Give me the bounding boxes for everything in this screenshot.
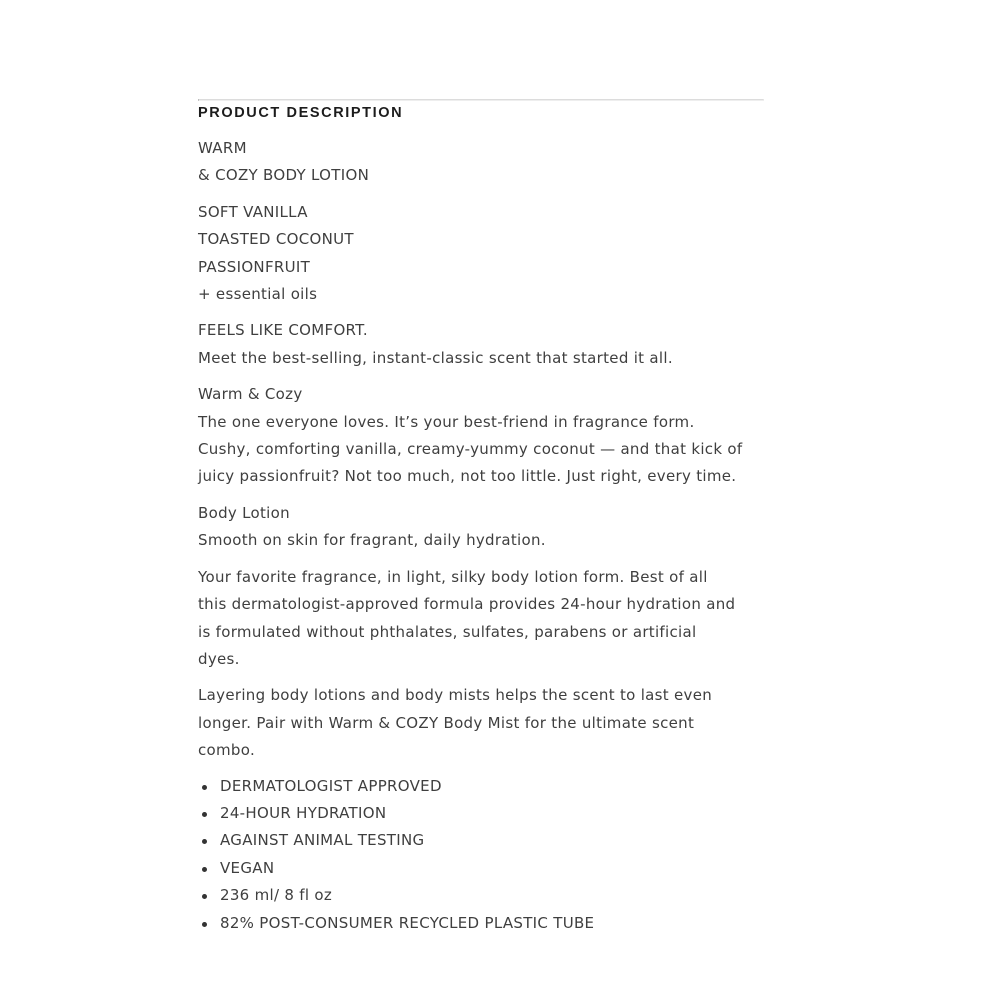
feature-label: AGAINST ANIMAL TESTING [220,831,425,850]
bullet-icon [202,867,207,872]
scent-description-line: juicy passionfruit? Not too much, not too little. Just right, every time. [198,467,737,486]
feature-label: DERMATOLOGIST APPROVED [220,776,442,795]
layering-line: combo. [198,741,256,760]
feature-label: 82% POST-CONSUMER RECYCLED PLASTIC TUBE [220,913,595,932]
product-name-line: WARM [198,139,247,157]
scent-description [198,381,764,491]
scent-description-line: Cushy, comforting vanilla, creamy-yummy coconut — and that kick of [198,440,743,459]
product-description-panel [198,99,764,937]
feature-label: VEGAN [220,858,275,877]
feature-item [198,800,764,827]
bullet-icon [202,839,207,844]
scent-description-line: Warm & Cozy [198,385,303,404]
section-heading: PRODUCT DESCRIPTION [198,105,404,121]
bullet-icon [202,922,207,927]
layering-line: Layering body lotions and body mists helps the scent to last even [198,686,713,705]
fragrance-notes [198,199,764,309]
tagline-line: FEELS LIKE COMFORT. [198,321,368,340]
product-type-line: Body Lotion [198,503,290,522]
fragrance-note: + essential oils [198,285,318,304]
formula-line: dyes. [198,649,240,668]
fragrance-note: PASSIONFRUIT [198,257,311,276]
formula-line: this dermatologist-approved formula provides 24-hour hydration and [198,595,736,614]
bullet-icon [202,812,207,817]
layering-tip [198,682,764,764]
fragrance-note: TOASTED COCONUT [198,230,354,249]
feature-list [198,773,764,937]
scent-description-line: The one everyone loves. It’s your best-friend in fragrance form. [198,412,695,431]
layering-line: longer. Pair with Warm & COZY Body Mist for the ultimate scent [198,713,695,732]
product-name [198,135,764,190]
tagline-line: Meet the best-selling, instant-classic scent that started it all. [198,348,673,367]
product-type-line: Smooth on skin for fragrant, daily hydration. [198,531,546,550]
product-type [198,500,764,555]
bullet-icon [202,894,207,899]
feature-item [198,827,764,854]
product-name-line: & COZY BODY LOTION [198,166,370,185]
feature-label: 236 ml/ 8 fl oz [220,886,333,905]
feature-item [198,773,764,800]
feature-label: 24-HOUR HYDRATION [220,803,387,822]
feature-item [198,855,764,882]
feature-item [198,910,764,937]
bullet-icon [202,785,207,790]
formula-line: Your favorite fragrance, in light, silky body lotion form. Best of all [198,567,708,586]
fragrance-note: SOFT VANILLA [198,202,308,221]
formula-line: is formulated without phthalates, sulfates, parabens or artificial [198,622,697,641]
formula-description [198,564,764,674]
feature-item [198,882,764,909]
tagline [198,317,764,372]
